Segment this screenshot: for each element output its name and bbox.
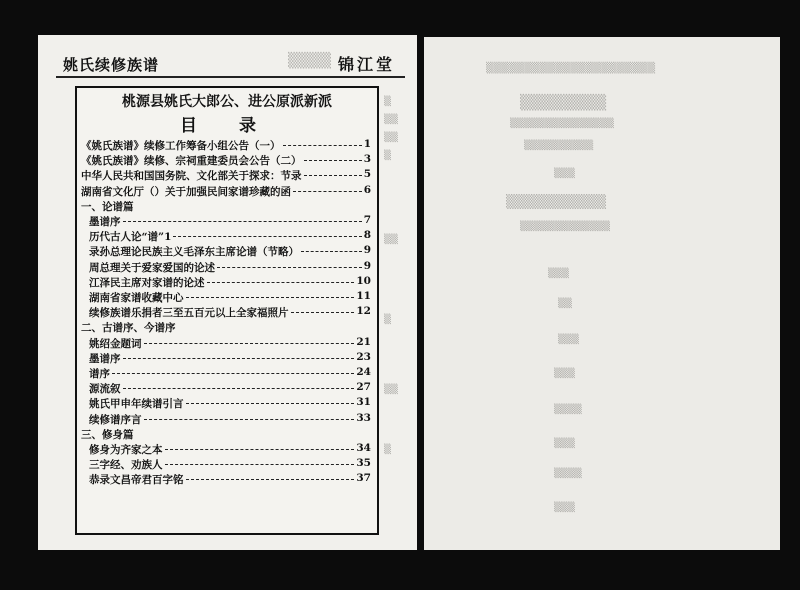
toc-entry-page: 12	[356, 305, 371, 318]
toc-entry-page: 33	[356, 411, 371, 424]
toc-entry-page: 6	[363, 183, 371, 196]
bleed-through-mark: ▒▒▒	[554, 169, 575, 179]
toc-entry	[81, 138, 371, 153]
toc-entry	[81, 153, 371, 168]
toc-leader-line	[123, 221, 362, 222]
toc-entry-label: 姚绍金题词	[89, 337, 142, 350]
toc-leader-line	[293, 191, 362, 192]
toc-entry-label: 湖南省文化厅（）关于加强民间家谱珍藏的函	[81, 185, 291, 198]
toc-leader-line	[291, 312, 354, 313]
toc-entry-page: 9	[363, 244, 371, 257]
toc-entry-label: 江泽民主席对家谱的论述	[89, 276, 205, 289]
bleed-through-mark: ▒▒	[558, 299, 572, 309]
bleed-through-mark: ▒▒	[384, 235, 398, 245]
toc-entry-page: 24	[356, 366, 371, 378]
toc-entry-label: 修身为齐家之本	[89, 444, 163, 456]
toc-entry-label: 录孙总理论民族主义毛泽东主席论谱（节略）	[89, 246, 299, 259]
bleed-through-mark: ▒▒▒▒▒▒▒▒▒▒▒▒▒▒▒▒▒▒▒▒▒▒	[486, 63, 656, 74]
toc-leader-line	[207, 282, 354, 283]
toc-entry	[81, 305, 371, 320]
toc-entry-page: 8	[363, 229, 371, 242]
toc-section-heading: 一、论谱篇	[81, 200, 134, 213]
header-divider	[56, 76, 405, 78]
toc-entry	[81, 472, 371, 487]
toc-entry	[81, 290, 371, 305]
table-of-contents	[75, 86, 379, 535]
toc-heading: 桃源县姚氏大郎公、进公原派新派	[122, 94, 332, 110]
toc-entry-label: 续修族谱乐捐者三至五百元以上全家福照片	[89, 307, 289, 320]
hall-name: 锦江堂	[337, 55, 395, 74]
toc-entry	[81, 381, 371, 396]
bleed-through-mark: ▒▒	[384, 115, 398, 125]
toc-entry	[81, 229, 371, 244]
bleed-through-mark: ▒▒▒	[554, 503, 575, 513]
bleed-through-mark: ▒	[384, 445, 391, 455]
toc-entry-label: 谱序	[89, 368, 110, 380]
toc-entry-page: 37	[356, 472, 371, 485]
toc-section-heading: 二、古谱序、今谱序	[81, 322, 176, 335]
bleed-through-mark: ▒▒▒	[558, 335, 579, 345]
book-title: 姚氏续修族谱	[63, 56, 160, 74]
bleed-through-mark: ▒▒▒▒	[288, 53, 332, 69]
toc-entry-label: 历代古人论“谱”1	[89, 231, 172, 244]
toc-entry	[81, 366, 371, 381]
toc-leader-line	[304, 160, 362, 161]
bleed-through-mark: ▒▒	[384, 133, 398, 143]
bleed-through-mark: ▒▒▒▒▒▒▒▒▒▒	[506, 195, 606, 210]
toc-entry-page: 34	[356, 442, 371, 454]
toc-entry-label: 三字经、劝族人	[89, 459, 163, 472]
toc-leader-line	[301, 251, 362, 252]
toc-entry-label: 《姚氏族谱》续修工作筹备小组公告（一）	[81, 140, 281, 152]
toc-title: 目 录	[180, 116, 274, 136]
toc-entry-page: 7	[363, 214, 371, 226]
bleed-through-mark: ▒▒▒▒▒▒▒▒▒▒▒▒▒▒▒	[510, 119, 614, 129]
toc-entry-label: 续修谱序言	[89, 413, 142, 426]
toc-leader-line	[304, 175, 362, 176]
bleed-through-mark: ▒▒▒	[554, 369, 575, 379]
toc-entry-page: 3	[363, 153, 371, 166]
bleed-through-mark: ▒▒▒▒	[554, 405, 582, 415]
left-page	[38, 35, 417, 550]
toc-entry-label: 源流叙	[89, 383, 121, 396]
toc-entry-page: 35	[356, 457, 371, 470]
toc-leader-line	[217, 267, 362, 268]
toc-entry-label: 周总理关于爱家爱国的论述	[89, 261, 215, 274]
toc-entry-page: 1	[363, 138, 371, 150]
toc-entry-label: 墨谱序	[89, 216, 121, 228]
toc-entry	[81, 457, 371, 472]
toc-entry-page: 23	[356, 350, 371, 363]
bleed-through-mark: ▒	[384, 97, 391, 107]
bleed-through-mark: ▒▒▒	[548, 269, 569, 279]
toc-entry	[81, 336, 371, 351]
toc-entry	[81, 412, 371, 427]
toc-leader-line	[144, 343, 354, 344]
toc-entry-label: 中华人民共和国国务院、文化部关于探求：节录	[81, 170, 302, 183]
toc-entry-label: 湖南省家谱收藏中心	[89, 292, 184, 304]
toc-section-heading: 三、修身篇	[81, 428, 134, 441]
toc-entry	[81, 260, 371, 275]
toc-leader-line	[173, 236, 362, 237]
toc-entry	[81, 214, 371, 229]
toc-leader-line	[186, 479, 354, 480]
toc-leader-line	[123, 388, 354, 389]
toc-entry-page: 27	[356, 381, 371, 394]
toc-entry-page: 11	[356, 290, 371, 302]
toc-leader-line	[165, 449, 354, 450]
toc-leader-line	[186, 297, 354, 298]
toc-entry	[81, 396, 371, 411]
toc-leader-line	[112, 373, 354, 374]
toc-entry-page: 10	[356, 274, 371, 287]
toc-leader-line	[186, 403, 354, 404]
toc-entry-page: 21	[356, 335, 371, 348]
right-page	[424, 37, 780, 550]
toc-entry	[81, 351, 371, 366]
toc-leader-line	[144, 419, 354, 420]
toc-entry-page: 9	[363, 259, 371, 272]
bleed-through-mark: ▒▒▒	[554, 439, 575, 449]
bleed-through-mark: ▒	[384, 151, 391, 161]
bleed-through-mark: ▒▒▒▒	[554, 469, 582, 479]
toc-entry	[81, 442, 371, 457]
toc-entry	[81, 184, 371, 199]
toc-entry-label: 恭录文昌帝君百字铭	[89, 474, 184, 487]
toc-entry-page: 5	[363, 168, 371, 181]
bleed-through-mark: ▒	[384, 315, 391, 325]
toc-leader-line	[123, 358, 354, 359]
toc-leader-line	[165, 464, 354, 465]
toc-entry	[81, 275, 371, 290]
toc-entry-label: 《姚氏族谱》续修、宗祠重建委员会公告（二）	[81, 155, 302, 168]
toc-leader-line	[283, 145, 362, 146]
toc-entry-label: 姚氏甲申年续谱引言	[89, 398, 184, 411]
bleed-through-mark: ▒▒▒▒▒▒▒▒▒▒	[524, 141, 594, 151]
bleed-through-mark: ▒▒▒▒▒▒▒▒▒▒▒▒▒	[520, 222, 610, 232]
toc-entry	[81, 244, 371, 259]
bleed-through-mark: ▒▒▒▒▒▒▒▒	[520, 95, 607, 111]
bleed-through-mark: ▒▒	[384, 385, 398, 395]
toc-entry-page: 31	[356, 396, 371, 409]
toc-entry-label: 墨谱序	[89, 352, 121, 365]
toc-entry	[81, 168, 371, 183]
